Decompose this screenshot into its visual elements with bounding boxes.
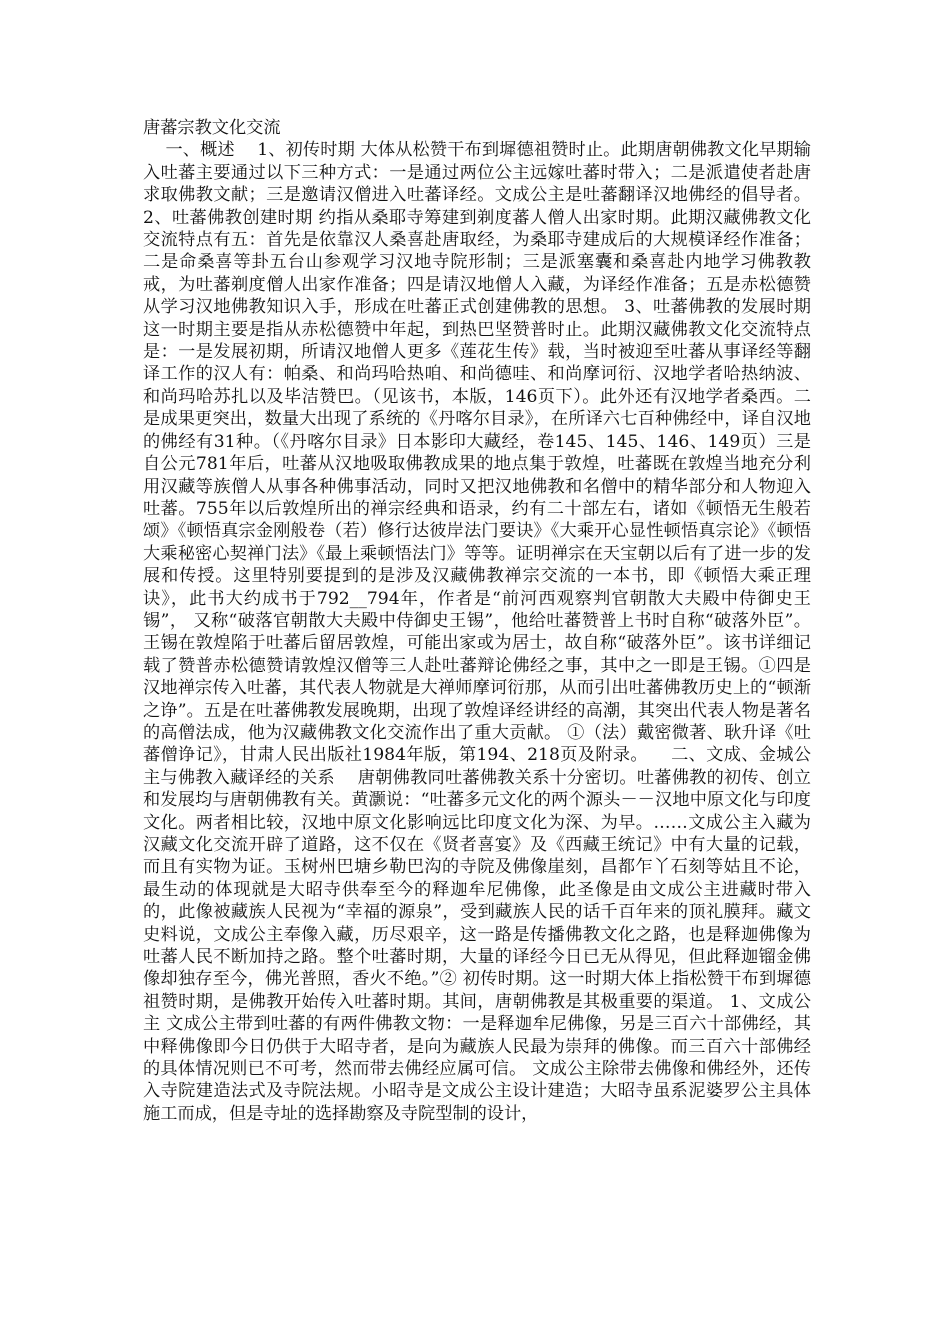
document-page xyxy=(143,117,817,1125)
document-body: 一、概述 1、初传时期 大体从松赞干布到墀德祖赞时止。此期唐朝佛教文化早期输入吐蕃主要通过以下三种方式：一是通过两位公主远嫁吐蕃时带入；二是派遣使者赴唐求取佛教文献；三是邀请汉僧进入吐蕃译经。文成公主是吐蕃翻译汉地佛经的倡导者。 2、吐蕃佛教创建时期 约指从桑耶寺筹建到剃度蕃人僧人出家时期。此期汉藏佛教文化交流特点有五：首先是依靠汉人桑喜赴唐取经，为桑耶寺建成后的大规模译经作准备；二是命桑喜等卦五台山参观学习汉地寺院形制；三是派塞囊和桑喜赴内地学习佛教教戒，为吐蕃剃度僧人出家作准备；四是请汉地僧人入藏，为译经作准备；五是赤松德赞从学习汉地佛教知识入手，形成在吐蕃正式创建佛教的思想。 3、吐蕃佛教的发展时期 这一时期主要是指从赤松德赞中年起，到热巴坚赞普时止。此期汉藏佛教文化交流特点是：一是发展初期，所请汉地僧人更多《莲花生传》载，当时被迎至吐蕃从事译经等翻译工作的汉人有：帕桑、和尚玛哈热咱、和尚德哇、和尚摩诃衍、汉地学者哈热纳波、和尚玛哈苏扎以及毕洁赞巴。（见该书，本版，146页下）。此外还有汉地学者桑西。二是成果更突出，数量大出现了系统的《丹喀尔目录》，在所译六七百种佛经中，译自汉地的佛经有31种。（《丹喀尔目录》日本影印大藏经，卷145、145、146、149页）三是自公元781年后，吐蕃从汉地吸取佛教成果的地点集于敦煌，吐蕃既在敦煌当地充分利用汉藏等族僧人从事各种佛事活动，同时又把汉地佛教和名僧中的精华部分和人物迎入吐蕃。755年以后敦煌所出的禅宗经典和语录，约有二十部左右，诸如《顿悟无生般若颂》《顿悟真宗金刚般卷（若）修行达彼岸法门要诀》《大乘开心显性顿悟真宗论》《顿悟大乘秘密心契禅门法》《最上乘顿悟法门》等等。证明禅宗在天宝朝以后有了进一步的发展和传授。这里特别要提到的是涉及汉藏佛教禅宗交流的一本书，即《顿悟大乘正理诀》，此书大约成书于792__794年，作者是“前河西观察判官朝散大夫殿中侍御史王锡”， 又称“破落官朝散大夫殿中侍御史王锡”，他给吐蕃赞普上书时自称“破落外臣”。王锡在敦煌陷于吐蕃后留居敦煌，可能出家或为居士，故自称“破落外臣”。该书详细记载了赞普赤松德赞请敦煌汉僧等三人赴吐蕃辩论佛经之事，其中之一即是王锡。①四是汉地禅宗传入吐蕃，其代表人物就是大禅师摩诃衍那，从而引出吐蕃佛教历史上的“顿渐之诤”。五是在吐蕃佛教发展晚期，出现了敦煌译经讲经的高潮，其突出代表人物是著名的高僧法成，他为汉藏佛教文化交流作出了重大贡献。 ①（法）戴密微著、耿升译《吐蕃僧诤记》，甘肃人民出版社1984年版，第194、218页及附录。 二、文成、金城公主与佛教入藏译经的关系 唐朝佛教同吐蕃佛教关系十分密切。吐蕃佛教的初传、创立和发展均与唐朝佛教有关。黄灏说：“吐蕃多元文化的两个源头－－汉地中原文化与印度文化。两者相比较，汉地中原文化影响远比印度文化为深、为早。……文成公主入藏为汉藏文化交流开辟了道路，这不仅在《贤者喜宴》及《西藏王统记》中有大量的记载，而且有实物为证。玉树州巴塘乡勒巴沟的寺院及佛像崖刻，昌都乍丫石刻等姑且不论，最生动的体现就是大昭寺供奉至今的释迦牟尼佛像，此圣像是由文成公主进藏时带入的，此像被藏族人民视为“幸福的源泉”，受到藏族人民的话千百年来的顶礼膜拜。藏文史料说，文成公主奉像入藏，历尽艰辛，这一路是传播佛教文化之路，也是释迦佛像为吐蕃人民不断加持之路。整个吐蕃时期，大量的译经今日已无从得见，但此释迦镏金佛像却独存至今，佛光普照，香火不绝。”② 初传时期。这一时期大体上指松赞干布到墀德祖赞时期，是佛教开始传入吐蕃时期。其间，唐朝佛教是其极重要的渠道。 1、文成公主 文成公主带到吐蕃的有两件佛教文物：一是释迦牟尼佛像，另是三百六十部佛经，其中释佛像即今日仍供于大昭寺者，是向为藏族人民最为崇拜的佛像。而三百六十部佛经的具体情况则已不可考，然而带去佛经应属可信。 文成公主除带去佛像和佛经外，还传入寺院建造法式及寺院法规。小昭寺是文成公主设计建造；大昭寺虽系泥婆罗公主具体施工而成，但是寺址的选择勘察及寺院型制的设计， xyxy=(143,140,817,1124)
document-title: 唐蕃宗教文化交流 xyxy=(143,118,281,138)
